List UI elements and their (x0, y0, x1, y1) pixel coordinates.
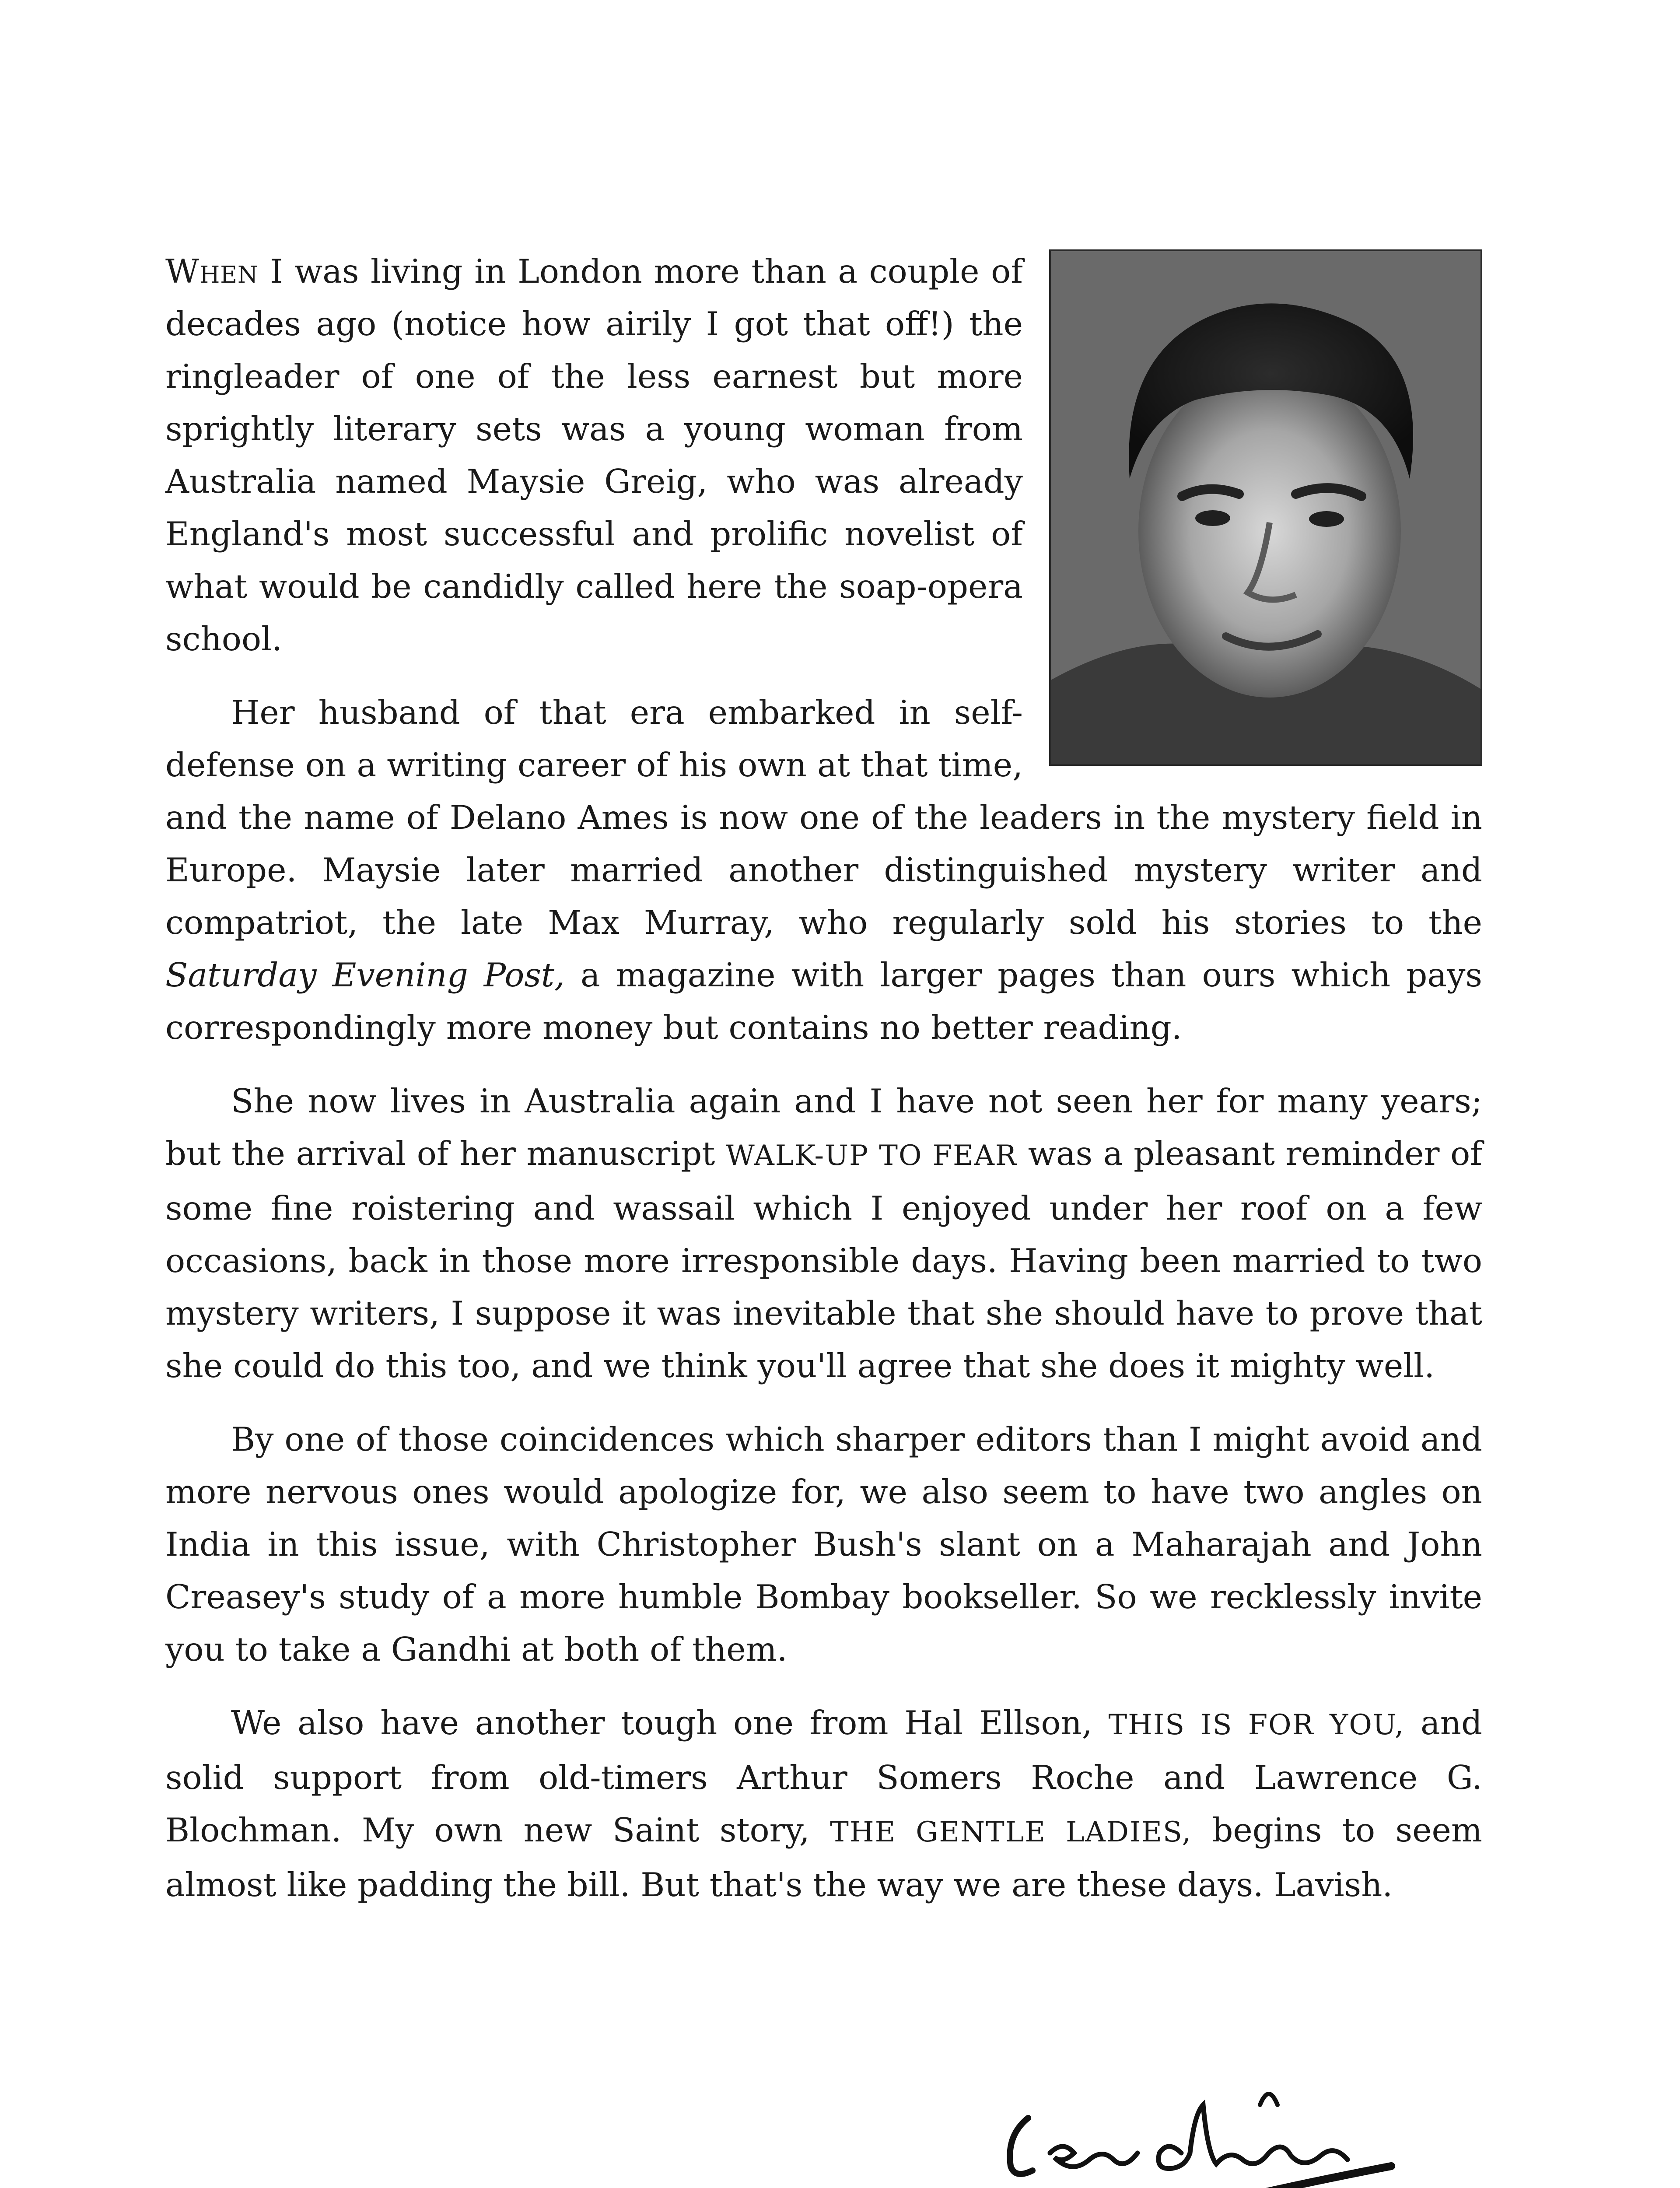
story-title-walk-up-to-fear: WALK-UP TO FEAR (726, 1140, 1018, 1172)
paragraph-1-lead: When (165, 252, 259, 291)
paragraph-4-text: By one of those coincidences which sharper editors than I might avoid and more nervous ones would apologize for, we also seem to have two angles on India in this issue, with Christopher Bush's slant on a Maharajah and John Creasey's study of a more humble Bombay bookseller. So we recklessly invite you to take a Gandhi at both of them. (165, 1420, 1482, 1669)
paragraph-5-mid: and solid support from old-timers Arthur Somers Roche and Lawrence G. Blochman. My own new Saint story, (165, 1704, 1483, 1849)
paragraph-5-tail: begins to seem almost like padding the bill. But that's the way we are these days. Lavish. (165, 1811, 1483, 1904)
editor-signature (998, 2065, 1418, 2188)
editorial-column (165, 245, 1482, 1932)
paragraph-2-text: Her husband of that era embarked in self-defense on a writing career of his own at that time, and the name of Delano Ames is now one of the leaders in the mystery field in Europe. Maysie later married another distinguished mystery writer and compatriot, the late Max Murray, who regularly sold his stories to the (165, 693, 1482, 942)
paragraph-3-text: She now lives in Australia again and I have not seen her for many years; but the arrival of her manuscript (165, 1082, 1482, 1173)
paragraph-1-text: I was living in London more than a couple of decades ago (notice how airily I got that off!) the ringleader of one of the less earnest but more sprightly literary sets was a young woman from Australia named Maysie Greig, who was already England's most successful and prolific novelist of what would be candidly called here the soap-opera school. (165, 252, 1023, 658)
paragraph-2-tail: a magazine with larger pages than ours which pays correspondingly more money but contains no better reading. (165, 956, 1482, 1047)
story-title-this-is-for-you: THIS IS FOR YOU, (1108, 1709, 1405, 1741)
author-portrait-photo (1049, 249, 1482, 766)
paragraph-3-tail: was a pleasant reminder of some fine roistering and wassail which I enjoyed under her roof on a few occasions, back in those more irresponsible days. Having been married to two mystery writers, I suppose it was inevitable that she should have to prove that she could do this too, and we think you'll agree that she does it mighty well. (165, 1134, 1483, 1385)
magazine-title-saturday-evening-post: Saturday Evening Post, (165, 956, 565, 994)
paragraph-5-text: We also have another tough one from Hal Ellson, (231, 1704, 1109, 1742)
paragraph-3 (165, 1075, 1482, 1392)
paragraph-4 (165, 1413, 1482, 1676)
paragraph-5 (165, 1697, 1482, 1911)
portrait-illustration (1051, 251, 1480, 764)
story-title-the-gentle-ladies: THE GENTLE LADIES, (830, 1816, 1192, 1848)
